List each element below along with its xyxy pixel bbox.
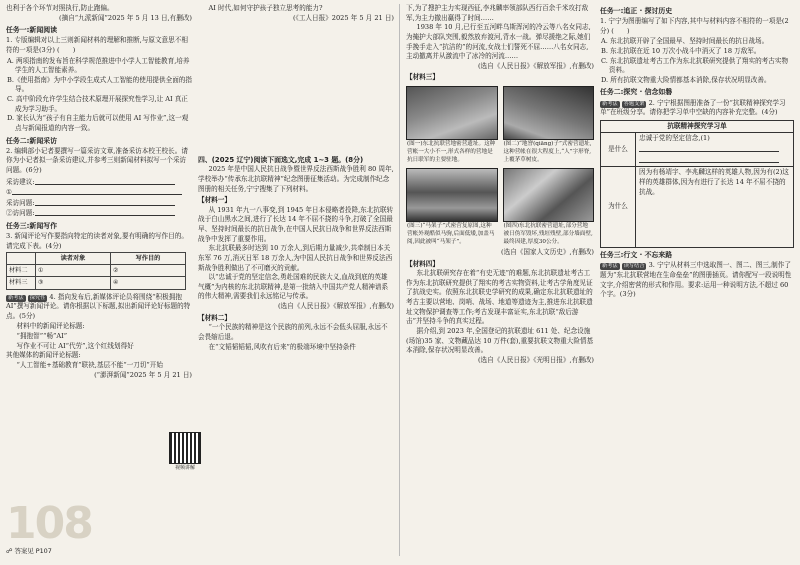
row-label-why: 为什么	[601, 167, 636, 247]
study-sheet-title: 抗联精神探究学习单	[601, 121, 793, 134]
q3-cell[interactable]: ④	[111, 277, 186, 289]
para-source: (选自《人民日报》《解放军报》,有删改)	[477, 61, 594, 70]
q1-option-d: D. 家长认为“孩子有自主能力后就可以使用 AI 写作业”,这一观点与新闻报道的内容一致。	[7, 114, 189, 132]
q4-ref: 材料中的新闻评论标题:	[16, 322, 85, 331]
study-sheet-row-what	[601, 133, 793, 167]
task2-title: 任务二:新闻采访	[6, 136, 57, 145]
scaffold-badge: 答题支架	[623, 100, 645, 107]
q2-line-extra[interactable]: ①	[6, 187, 192, 198]
q2-stem: 2. 编辑部小记者要撰写一篇采访文章,准备采访本校王校长。请你为小记者拟一条采访建议,并参考三则新闻材料拟写一个采访问题。(6分)	[6, 146, 188, 174]
answer-blank-1[interactable]	[639, 144, 779, 152]
c4-task1-title: 任务一:追正 · 探讨历史	[600, 7, 673, 15]
row-body-why: 因为有杨靖宇、李兆麟这样的英雄人物,因为有(2)这样的英雄群体,因为有进行了长达 14 年不屈不挠的抗战。	[639, 168, 789, 196]
material2-para2: 在“文韬韬韬韬,风吹有后来”的极端环境中坚持条件	[208, 342, 356, 351]
c4-task2-title: 任务二:探究 · 信念如磐	[600, 88, 673, 97]
photo-cell-4	[503, 168, 595, 247]
photo-source: (选自《国家人文历史》,有删改)	[501, 247, 594, 256]
q4-quote3: 其他媒体的新闻评论标题:	[6, 351, 81, 360]
column-questions	[600, 4, 794, 301]
camp-photo-3	[406, 168, 498, 222]
q1-option-a: A. 两项指南的发布旨在科学规范推进中小学人工智能教育,培养学生的人工智能素养。	[7, 56, 190, 75]
photo-caption-4: (图四)东北抗联密营遗址,部分营地被日伪军毁坏,残垣残壁,部分墙面壁,最终因建,厚度30公分。	[503, 223, 593, 246]
q1-stem: 1. 专版编辑对以上三则新闻材料的理解和推断,与原文意思不相符的一项是(3分) ( )	[6, 36, 188, 54]
row-label-what: 是什么	[601, 133, 636, 166]
q2-line-question[interactable]: 采访问题:	[6, 198, 192, 209]
q3-header-purpose: 写作目的	[111, 253, 186, 265]
q2-line-suggestion[interactable]: 采访建议:	[6, 177, 192, 188]
study-sheet-row-why	[601, 167, 793, 247]
material1-source: (选自《人民日报》《解放军报》,有删改)	[277, 302, 394, 311]
photo-cell-3	[406, 168, 498, 247]
para-continue: 下,为了搜护主力实现西征,李兆麟率领部队西行百余千米攻打敌军,为主力撤出赢得了时间……	[406, 4, 589, 22]
material4-para1: 东北抗联研究存在着“有史无迹”的难题,东北抗联遗址考古工作为东北抗联研究提供了翔实的考古实物资料,让考古学角度见证了抗战史实。依照东北抗联史学研究的成果,确定东北抗联遗址的考古主要以营地、岗哨、战场、地道等遗迹为主,推进东北抗联遗址文物保护调查等工作;考古发现丰富证实,东北抗联“敌后游击”并坚持斗争的真实过程。	[406, 269, 593, 326]
top-source: (《工人日报》2025 年 5 月 21 日)	[292, 13, 394, 22]
c4-q2-stem: 新考法 答题支架 2. 宁宁根据图册准备了一份“抗联精神探究学习单”在班级分享。请你把学习单中空缺的内容补充完整。(4分)	[600, 98, 786, 117]
new-method-badge: 新考法	[602, 100, 618, 107]
column-material-text	[198, 4, 394, 352]
answer-reference: ☍ 答案见 P107	[6, 547, 52, 555]
q3-cell[interactable]: ③	[36, 277, 111, 289]
answer-blank-1b[interactable]	[639, 155, 779, 163]
c4-q1-option-c: C. 东北抗联遗址考古工作为东北抗联研究提供了翔实的考古实物资料。	[601, 56, 789, 75]
c4-task3-title: 任务三:行文 · 不忘来路	[600, 251, 673, 260]
q3-stem: 3. 新闻评论写作要指向特定的读者对象,要有明确的写作目的。请完成下表。(4分)	[6, 232, 188, 250]
new-method-badge: 新考法	[8, 294, 24, 301]
material4-label: 【材料四】	[406, 259, 439, 268]
qr-code-icon[interactable]	[169, 432, 201, 464]
qr-caption: 视频讲解	[174, 465, 195, 471]
q3-table	[6, 252, 186, 289]
camp-photo-2	[503, 86, 595, 140]
photo-caption-1: (图一)东北抗联营地密营遗址。这种营帐一大小不一,形式各样的营地是抗日联军的主要驻地。	[407, 141, 496, 163]
explore-badge: 探究性	[29, 294, 46, 301]
q3-cell[interactable]: ②	[111, 265, 186, 277]
task3-title: 任务三:新闻写作	[6, 222, 57, 231]
q3-header-reader: 读者对象	[36, 253, 111, 265]
q4-source: (“澎湃新闻”2025 年 5 月 21 日)	[94, 370, 192, 379]
intro-text: 也利于各个环节对照执行,防止跑偏。	[6, 4, 114, 12]
photo-caption-3: (图三)“马架子”式密营复原图,这种营帐外观酷似马驹,后面低矮,加盖马阅,因此被叫“马架子”。	[407, 223, 495, 246]
task1-title: 任务一:新闻阅读	[6, 26, 57, 35]
top-line: AI 时代,如何守护孩子独立思考的能力?	[208, 4, 323, 12]
material4-para2: 据介绍,到 2023 年,全国登记的抗联遗址 611 处、纪念设施(场馆)35 家、文物藏品达 10 万件(套),重要抗联文物重大险情基本消除,保存状况明显改善。	[406, 326, 594, 355]
q4-quote4: “人工智能+基础教育”联袂,基层不能“一刀切”开始	[16, 360, 163, 369]
section4-intro: 2025 年是中国人民抗日战争暨世界反法西斯战争胜利 80 周年,学校举办“传承东北抗联精神”纪念图册征集活动。为完成制作纪念图册的相关任务,宁宁搜集了下列材料。	[198, 165, 394, 193]
material1-label: 【材料一】	[198, 196, 231, 205]
q4-quote2: 写作业不可让 AI“代劳”,这个红线划得好	[16, 341, 134, 350]
row-body-what: 忠诚于党的坚定信念,(1)	[636, 133, 793, 166]
material1-para2: 东北抗联最多时达到 10 万余人,到后期力量减少,共牵制日本关东军 76 万,消灭日军 18 万余人,为中国人民抗日战争和世界反法西斯战争胜利做出了不可磨灭的贡献。	[198, 244, 393, 272]
q3-row-label: 材料二	[7, 265, 36, 277]
q4-quote1: “拥抱智”“畅”AI”	[16, 332, 68, 340]
c4-q1-stem: 1. 宁宁为图册编写了如下内容,其中与材料内容不相符的一项是(2分) ( )	[600, 17, 789, 35]
q1-option-b: B.《使用指南》为中小学段生成式人工智能的使用提供全面的指导。	[7, 75, 192, 94]
camp-photo-1	[406, 86, 498, 140]
c4-q1-option-d: D. 所有抗联文物重大险情都基本消除,保存状况明显改善。	[601, 75, 771, 84]
photo-caption-2: (图二)“地窨(qiāng)子”式密营遗址,这种营帐在很大程度上,“人”字形脊,上覆茅草树皮。	[503, 141, 592, 163]
material1-para1: 从 1931 年九一八事变,到 1945 年日本侵略者投降,东北抗联转战于白山黑水之间,进行了长达 14 年不屈不挠的斗争,打破了全国最早、坚持时间最长的抗日战争,在中国人民抗日战争和世界反法西斯战争中发挥了重要作用。	[198, 205, 394, 243]
c4-q1-option-b: B. 东北抗联在近 10 万次小战斗中消灭了 18 万敌军。	[601, 46, 761, 55]
q3-cell[interactable]: ①	[36, 265, 111, 277]
page-fold-divider	[399, 4, 400, 556]
material2-para1: “一个民族的精神是这个民族的前列,永远不会低头屈服,永远不会畏缩后退。	[198, 323, 388, 341]
read-write-badge: 读写结合	[623, 263, 645, 270]
material4-source: (选自《人民日报》《光明日报》,有删改)	[477, 355, 594, 364]
q3-row-label: 材料三	[7, 277, 36, 289]
column-material-three	[406, 4, 594, 365]
study-sheet	[600, 120, 794, 249]
material3-label: 【材料三】	[406, 73, 439, 82]
column-left	[6, 4, 192, 380]
source-citation: (摘自“九派新闻”2025 年 5 月 13 日,有删改)	[59, 13, 192, 22]
q4-stem: 新考法 探究性 4. 指向发布后,新媒体评论员将围绕“积极拥抱 AI”撰写新闻评论。请你根据以下标题,拟出新闻评论好标题的特点。(5分)	[6, 292, 191, 320]
photo-cell-1	[406, 86, 498, 165]
q2-line-extra2[interactable]: ②访问题:	[6, 208, 192, 219]
para-women-soldiers: 1938 年 10 月,已行至五河畔乌斯浑河的冷云等八名女同志,为掩护大部队突围,毅然放弃渡河,背水一战。弹尽援绝之际,她们手挽手走入“抗洁的”的河流,女战士们誓死不屈……八名女同志,主动撤离并从激流中了冰冷的河流……	[406, 23, 591, 61]
q3-header-blank	[7, 253, 36, 265]
material2-label: 【材料二】	[198, 313, 231, 322]
page-number: 108	[6, 498, 92, 549]
q1-option-c: C. 高中阶段允许学生结合技术原理开展探究性学习,让 AI 真正成为学习助手。	[7, 95, 188, 113]
camp-photo-4	[503, 168, 595, 222]
c4-q1-option-a: A. 东北抗联开辟了全国最早、坚持时间最长的抗日战场。	[601, 37, 769, 46]
new-method-badge: 新考法	[602, 263, 618, 270]
c4-q3-stem: 新考法 读写结合 3. 宁宁从材料三中选取图一、图二、图三,制作了题为“东北抗联营地在生命垒垒”的图册插页。请你配写一段说明性文字,介绍密营的形式和作用。要求:运用一种说明方法,不超过 60 个字。(3分)	[600, 261, 792, 299]
material1-para3: 以“忠诚于党的坚定信念,勇赴国难的民族大义,血战到底的英雄气概”为内核的东北抗联精神,是第一批纳入中国共产党人精神谱系的伟大精神,需要我们永远铭记与传承。	[198, 273, 389, 301]
photo-grid	[406, 86, 594, 248]
photo-cell-2	[503, 86, 595, 165]
section4-title: 四、(2025 辽宁)阅读下面选文,完成 1~3 题。(8分)	[198, 156, 364, 165]
